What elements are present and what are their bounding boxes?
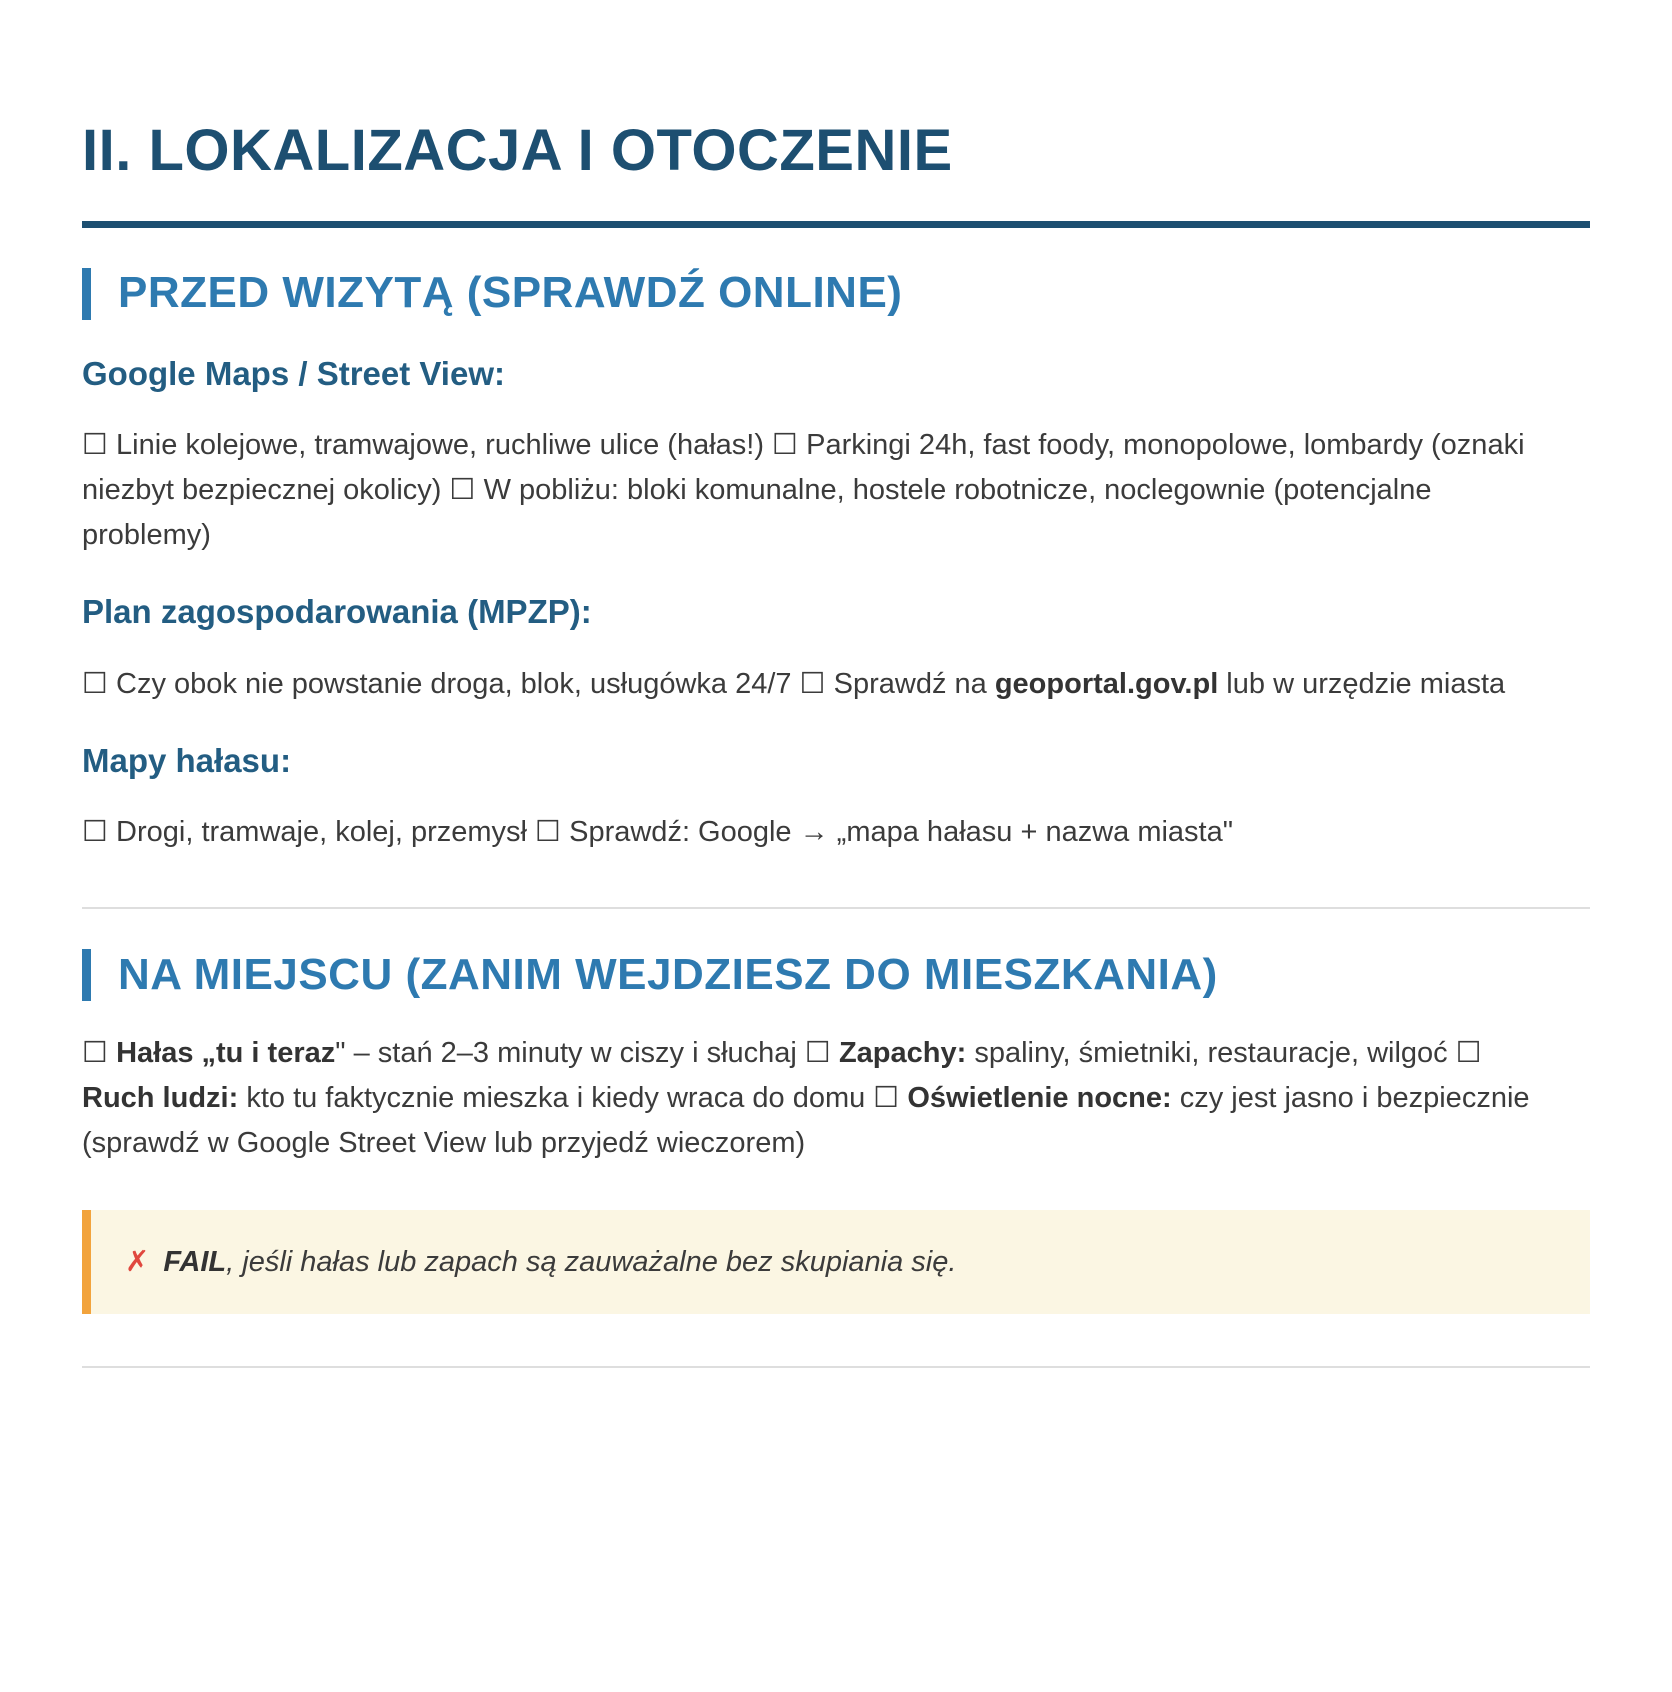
- bold-text-segment: Hałas „tu i teraz: [116, 1037, 336, 1070]
- bold-text-segment: Oświetlenie nocne:: [907, 1082, 1172, 1115]
- fail-callout: [82, 1210, 1590, 1314]
- title-rule: [82, 221, 1590, 228]
- geoportal-domain-text: geoportal.gov.pl: [994, 667, 1219, 700]
- text-segment: czy jest jasno i bezpiecznie (sprawdź w Google Street View lub przyjedź wieczorem): [82, 1082, 1530, 1160]
- fail-label: FAIL: [163, 1246, 227, 1279]
- section-accent-bar: [82, 268, 91, 320]
- section-title-na-miejscu: NA MIEJSCU (ZANIM WEJDZIESZ DO MIESZKANIA): [118, 950, 1218, 1000]
- bottom-divider: [82, 1366, 1590, 1368]
- subsection-title-mpzp: Plan zagospodarowania (MPZP):: [82, 593, 592, 631]
- subsection-title-google-maps: Google Maps / Street View:: [82, 354, 505, 392]
- text-segment: ☐ Drogi, tramwaje, kolej, przemysł ☐ Sprawdź: Google → „mapa hałasu + nazwa miasta": [82, 816, 1234, 849]
- fail-text: , jeśli hałas lub zapach są zauważalne bez skupiania się.: [226, 1246, 957, 1279]
- checklist-paragraph-na-miejscu: [82, 1031, 1542, 1166]
- page-title: II. LOKALIZACJA I OTOCZENIE: [82, 118, 953, 183]
- text-segment: ☐ Linie kolejowe, tramwajowe, ruchliwe ulice (hałas!) ☐ Parkingi 24h, fast foody, monopolowe, lombardy (oznaki niezbyt bezpiecznej okolicy) ☐ W pobliżu: bloki komunalne, hostele robotnicze, noclegownie (potencjalne problemy): [82, 429, 1525, 552]
- text-segment: ☐: [82, 1037, 117, 1070]
- section-accent-bar: [82, 949, 91, 1001]
- checklist-paragraph-mpzp: [82, 662, 1542, 707]
- text-segment: lub w urzędzie miasta: [1218, 667, 1506, 700]
- subsection-title-mapy-halasu: Mapy hałasu:: [82, 741, 292, 779]
- section-header-na-miejscu: [82, 949, 1590, 1001]
- text-segment: " – stań 2–3 minuty w ciszy i słuchaj ☐: [335, 1037, 839, 1070]
- checklist-paragraph-mapy-halasu: [82, 810, 1542, 855]
- text-segment: ☐ Czy obok nie powstanie droga, blok, usługówka 24/7 ☐ Sprawdź na: [82, 667, 995, 700]
- section-header-przed-wizyta: [82, 268, 1590, 320]
- fail-x-icon: ✗: [125, 1246, 150, 1279]
- text-segment: spaliny, śmietniki, restauracje, wilgoć ☐: [966, 1037, 1482, 1070]
- checklist-paragraph-google-maps: [82, 423, 1542, 558]
- section-divider: [82, 907, 1590, 909]
- text-segment: kto tu faktycznie mieszka i kiedy wraca do domu ☐: [238, 1082, 908, 1115]
- bold-text-segment: Ruch ludzi:: [82, 1082, 239, 1115]
- bold-text-segment: Zapachy:: [838, 1037, 967, 1070]
- section-title-przed-wizyta: PRZED WIZYTĄ (SPRAWDŹ ONLINE): [118, 268, 903, 318]
